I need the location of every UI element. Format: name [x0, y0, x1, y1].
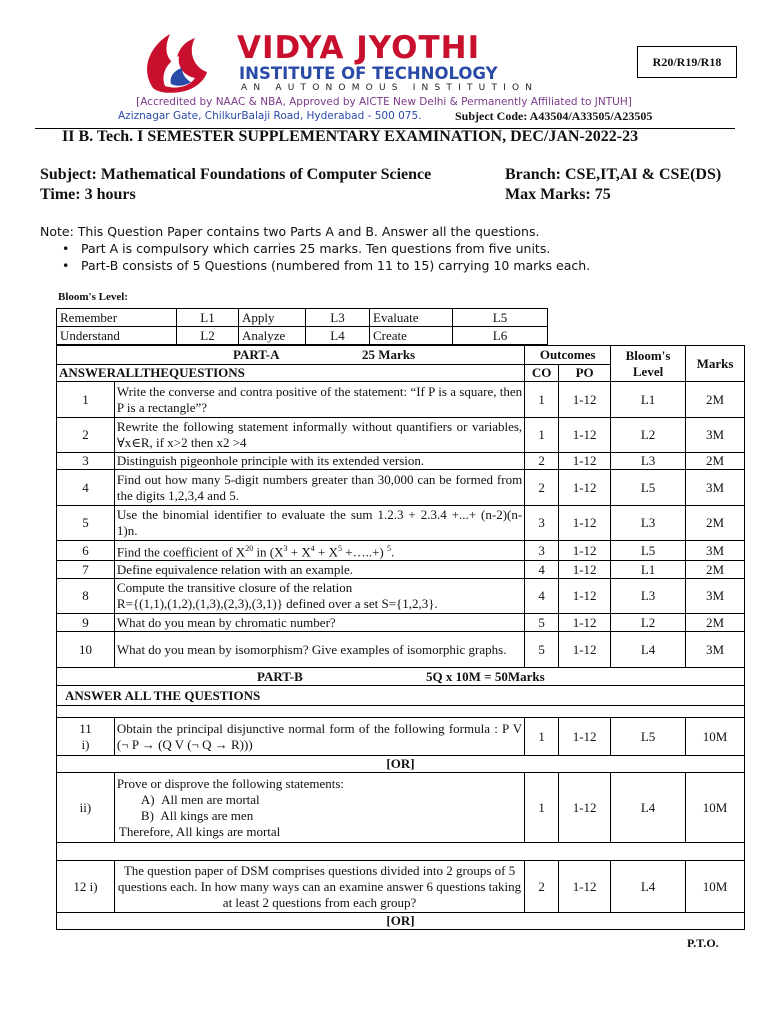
table-row — [57, 346, 745, 365]
table-cell: Evaluate — [370, 309, 453, 327]
question-level: L2 — [611, 614, 686, 632]
spacer-row — [57, 843, 745, 861]
question-marks: 2M — [686, 614, 745, 632]
question-level: L3 — [611, 453, 686, 470]
table-cell: L6 — [453, 327, 548, 345]
question-level: L3 — [611, 579, 686, 614]
question-po: 1-12 — [559, 506, 611, 541]
table-row — [57, 541, 745, 561]
question-number: 6 — [57, 541, 115, 561]
table-row — [57, 309, 548, 327]
question-number: 10 — [57, 632, 115, 668]
question-text: Write the converse and contra positive of the statement: “If P is a square, then P is a rectangle”? — [114, 382, 524, 418]
question-text: What do you mean by isomorphism? Give examples of isomorphic graphs. — [114, 632, 524, 668]
time-line: Time: 3 hours — [40, 186, 136, 203]
address-line: Aziznagar Gate, ChilkurBalaji Road, Hyderabad - 500 075. — [118, 110, 422, 122]
part-b-title: PART-B — [257, 668, 303, 684]
question-number: 12 i) — [57, 861, 115, 913]
question-text: Obtain the principal disjunctive normal form of the following formula : P V (¬ P → (Q V (¬ Q → R))) — [114, 718, 524, 756]
max-marks-line: Max Marks: 75 — [505, 186, 611, 203]
part-b-instruction: ANSWER ALL THE QUESTIONS — [57, 686, 745, 706]
question-co: 1 — [525, 418, 559, 453]
or-separator: [OR] — [57, 756, 745, 773]
table-row — [57, 632, 745, 668]
accreditation-line: [Accredited by NAAC & NBA, Approved by AICTE New Delhi & Permanently Affiliated to JNTUH] — [136, 96, 632, 108]
question-marks: 10M — [686, 718, 745, 756]
question-co: 3 — [525, 541, 559, 561]
question-po: 1-12 — [559, 418, 611, 453]
question-co: 5 — [525, 632, 559, 668]
regulation-box: R20/R19/R18 — [637, 46, 737, 78]
question-level: L5 — [611, 541, 686, 561]
table-row — [57, 706, 745, 718]
table-cell: Understand — [57, 327, 177, 345]
table-row — [57, 913, 745, 930]
table-cell: Analyze — [239, 327, 306, 345]
question-number: 11 i) — [57, 718, 115, 756]
question-number: 5 — [57, 506, 115, 541]
question-co: 2 — [525, 453, 559, 470]
question-text: Distinguish pigeonhole principle with its extended version. — [114, 453, 524, 470]
po-header: PO — [559, 365, 611, 382]
table-row — [57, 756, 745, 773]
question-number: 7 — [57, 561, 115, 579]
question-text: What do you mean by chromatic number? — [114, 614, 524, 632]
question-level: L1 — [611, 561, 686, 579]
table-cell: L5 — [453, 309, 548, 327]
question-co: 1 — [525, 382, 559, 418]
question-po: 1-12 — [559, 861, 611, 913]
table-row — [57, 579, 745, 614]
question-marks: 10M — [686, 861, 745, 913]
question-text: Define equivalence relation with an example. — [114, 561, 524, 579]
table-row — [57, 418, 745, 453]
table-row — [57, 668, 745, 686]
question-marks: 2M — [686, 561, 745, 579]
question-po: 1-12 — [559, 773, 611, 843]
questions-table — [56, 345, 745, 930]
question-co: 3 — [525, 506, 559, 541]
question-po: 1-12 — [559, 718, 611, 756]
question-marks: 2M — [686, 382, 745, 418]
question-marks: 2M — [686, 453, 745, 470]
note-bullet: • Part-B consists of 5 Questions (numbered from 11 to 15) carrying 10 marks each. — [62, 258, 590, 273]
note-bullet: • Part A is compulsory which carries 25 marks. Ten questions from five units. — [62, 241, 550, 256]
question-level: L3 — [611, 506, 686, 541]
part-a-instruction: ANSWERALLTHEQUESTIONS — [57, 365, 525, 382]
question-number: ii) — [57, 773, 115, 843]
table-row — [57, 327, 548, 345]
table-row — [57, 506, 745, 541]
part-a-title: PART-A — [233, 347, 279, 362]
table-cell: L1 — [177, 309, 239, 327]
logo-subtitle: INSTITUTE OF TECHNOLOGY — [239, 64, 498, 83]
outcomes-header: Outcomes — [525, 346, 611, 365]
logo-tagline: AN AUTONOMOUS INSTITUTION — [241, 83, 539, 93]
question-co: 4 — [525, 561, 559, 579]
question-marks: 3M — [686, 632, 745, 668]
blooms-level-table — [56, 308, 548, 345]
question-marks: 10M — [686, 773, 745, 843]
blooms-label: Bloom's Level: — [58, 291, 128, 303]
question-level: L1 — [611, 382, 686, 418]
subject-line: Subject: Mathematical Foundations of Computer Science — [40, 166, 432, 183]
table-row — [57, 843, 745, 861]
institute-logo — [135, 28, 615, 98]
part-a-marks: 25 Marks — [362, 347, 416, 362]
table-cell: Create — [370, 327, 453, 345]
table-row — [57, 561, 745, 579]
table-cell: L4 — [306, 327, 370, 345]
question-po: 1-12 — [559, 561, 611, 579]
table-row — [57, 686, 745, 706]
exam-title: II B. Tech. I SEMESTER SUPPLEMENTARY EXAMINATION, DEC/JAN-2022-23 — [62, 128, 639, 145]
subject-code: Subject Code: A43504/A33505/A23505 — [455, 109, 653, 123]
question-po: 1-12 — [559, 614, 611, 632]
table-cell: L2 — [177, 327, 239, 345]
question-po: 1-12 — [559, 632, 611, 668]
question-number: 8 — [57, 579, 115, 614]
question-co: 2 — [525, 861, 559, 913]
question-co: 1 — [525, 773, 559, 843]
question-po: 1-12 — [559, 382, 611, 418]
question-number: 9 — [57, 614, 115, 632]
spacer-row — [57, 706, 745, 718]
part-b-heading — [57, 668, 745, 686]
question-level: L4 — [611, 632, 686, 668]
question-level: L4 — [611, 773, 686, 843]
table-cell: Remember — [57, 309, 177, 327]
question-level: L5 — [611, 470, 686, 506]
table-row — [57, 453, 745, 470]
question-text: The question paper of DSM comprises questions divided into 2 groups of 5 questions each. In how many ways can an examine answer 6 questions taking at least 2 questions from each group? — [114, 861, 524, 913]
table-row — [57, 718, 745, 756]
question-level: L5 — [611, 718, 686, 756]
blooms-header: Bloom's Level — [611, 346, 686, 382]
table-row — [57, 614, 745, 632]
question-number: 1 — [57, 382, 115, 418]
table-row — [57, 861, 745, 913]
table-row — [57, 773, 745, 843]
branch-line: Branch: CSE,IT,AI & CSE(DS) — [505, 166, 722, 183]
question-text: Rewrite the following statement informally without quantifiers or variables, ∀x∈R, if x>2 then x2 >4 — [114, 418, 524, 453]
part-a-heading — [57, 346, 525, 365]
co-header: CO — [525, 365, 559, 382]
table-row — [57, 382, 745, 418]
marks-header: Marks — [686, 346, 745, 382]
note-intro: Note: This Question Paper contains two Parts A and B. Answer all the questions. — [40, 224, 540, 239]
question-text: Find the coefficient of $X^{20}$ in ($X^3 + X^4 + X^5$ +…..+) $^5$. — [114, 541, 524, 561]
question-level: L4 — [611, 861, 686, 913]
part-b-marks: 5Q x 10M = 50Marks — [426, 668, 545, 684]
table-row — [57, 470, 745, 506]
question-text: Use the binomial identifier to evaluate the sum 1.2.3 + 2.3.4 +...+ (n-2)(n-1)n. — [114, 506, 524, 541]
question-level: L2 — [611, 418, 686, 453]
table-cell: L3 — [306, 309, 370, 327]
question-po: 1-12 — [559, 541, 611, 561]
question-co: 5 — [525, 614, 559, 632]
question-marks: 3M — [686, 418, 745, 453]
table-cell: Apply — [239, 309, 306, 327]
pto-label: P.T.O. — [687, 936, 719, 950]
question-text: Prove or disprove the following statements: A) All men are mortal B) All kings are men Therefore, All kings are mortal — [114, 773, 524, 843]
question-marks: 2M — [686, 506, 745, 541]
question-number: 2 — [57, 418, 115, 453]
question-marks: 3M — [686, 470, 745, 506]
or-separator: [OR] — [57, 913, 745, 930]
question-co: 1 — [525, 718, 559, 756]
question-po: 1-12 — [559, 453, 611, 470]
question-text: Find out how many 5-digit numbers greater than 30,000 can be formed from the digits 1,2,3,4 and 5. — [114, 470, 524, 506]
question-marks: 3M — [686, 579, 745, 614]
question-text: Compute the transitive closure of the relation R={(1,1),(1,2),(1,3),(2,3),(3,1)} defined over a set S={1,2,3}. — [114, 579, 524, 614]
question-co: 4 — [525, 579, 559, 614]
logo-title: VIDYA JYOTHI — [237, 30, 481, 66]
question-co: 2 — [525, 470, 559, 506]
question-number: 4 — [57, 470, 115, 506]
question-marks: 3M — [686, 541, 745, 561]
question-po: 1-12 — [559, 579, 611, 614]
question-po: 1-12 — [559, 470, 611, 506]
question-number: 3 — [57, 453, 115, 470]
